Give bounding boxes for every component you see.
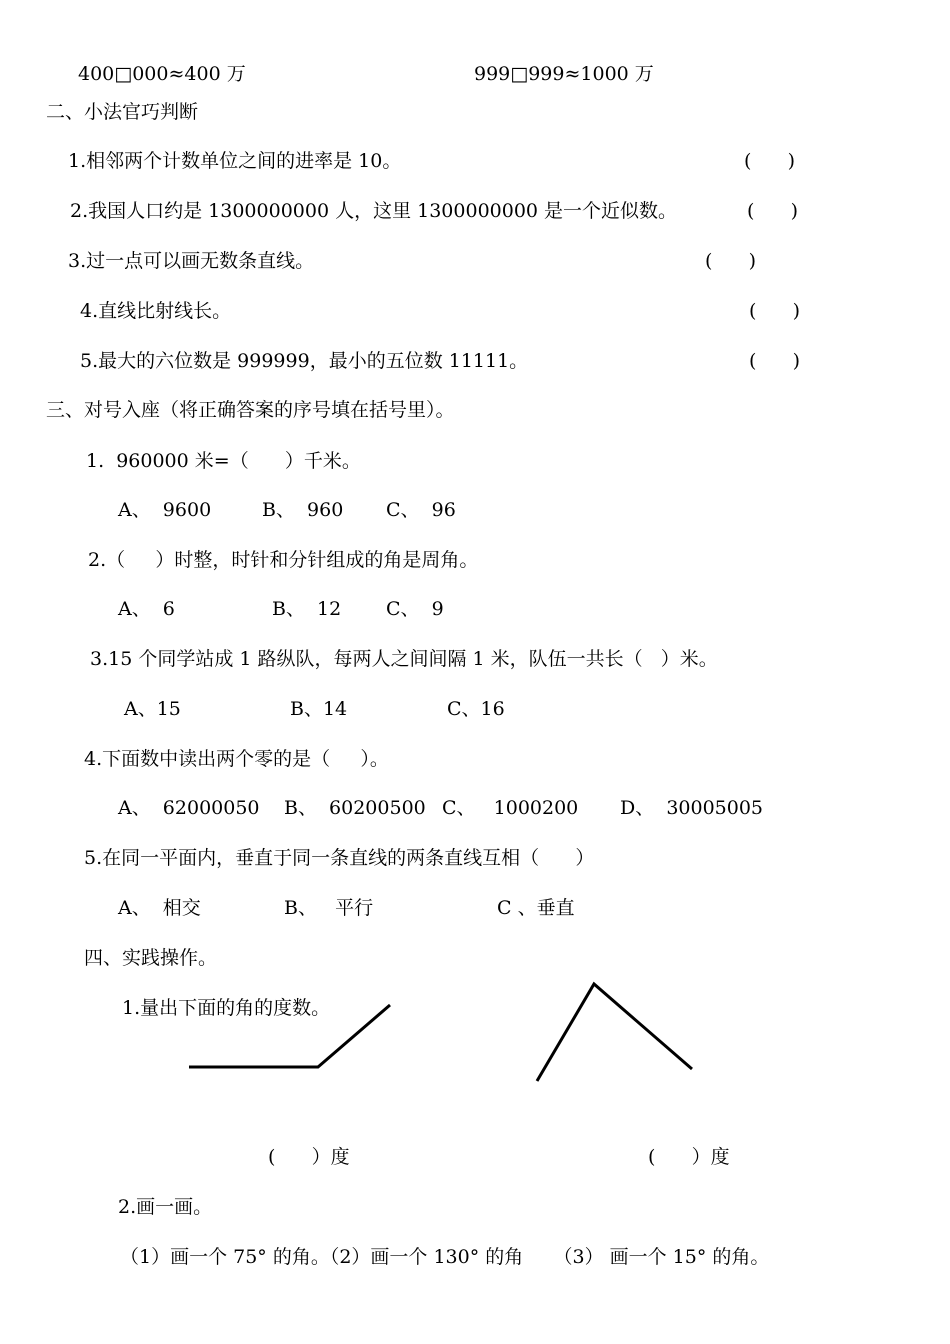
judge-item-3: 3.过一点可以画无数条直线。 [68, 250, 315, 272]
top-line-right: 999□999≈1000 万 [474, 63, 654, 85]
judge-paren-5[interactable]: ( ) [749, 350, 801, 372]
choice-question-5: 5.在同一平面内，垂直于同一条直线的两条直线互相（ ） [84, 847, 595, 869]
judge-paren-2[interactable]: ( ) [747, 200, 799, 222]
judge-paren-1[interactable]: ( ) [744, 150, 796, 172]
choice-5-option-b[interactable]: B、 平行 [284, 897, 374, 919]
judge-item-4: 4.直线比射线长。 [80, 300, 232, 322]
section4-title: 四、实践操作。 [84, 947, 218, 969]
choice-4-option-b[interactable]: B、 60200500 [284, 797, 426, 819]
choice-5-option-c[interactable]: C 、垂直 [497, 897, 575, 919]
angle-answer-right[interactable]: ( ）度 [648, 1146, 730, 1168]
choice-3-option-b[interactable]: B、14 [290, 698, 348, 720]
section3-title: 三、对号入座（将正确答案的序号填在括号里）。 [46, 399, 455, 421]
judge-paren-3[interactable]: ( ) [705, 250, 757, 272]
choice-3-option-c[interactable]: C、16 [447, 698, 505, 720]
choice-4-option-d[interactable]: D、 30005005 [620, 797, 764, 819]
choice-question-2: 2.（ ）时整，时针和分针组成的角是周角。 [88, 549, 479, 571]
judge-paren-4[interactable]: ( ) [749, 300, 801, 322]
choice-question-1: 1. 960000 米=（ ）千米。 [86, 450, 361, 472]
top-line-left: 400□000≈400 万 [78, 63, 246, 85]
choice-2-option-c[interactable]: C、 9 [386, 598, 444, 620]
choice-2-option-b[interactable]: B、 12 [272, 598, 342, 620]
choice-question-4: 4.下面数中读出两个零的是（ ）。 [84, 748, 389, 770]
choice-2-option-a[interactable]: A、 6 [118, 598, 175, 620]
draw-items: （1）画一个 75° 的角。（2）画一个 130° 的角 （3） 画一个 15° 的角。 [120, 1246, 770, 1268]
angle-left [189, 1005, 390, 1067]
measure-question: 1.量出下面的角的度数。 [122, 997, 331, 1019]
choice-1-option-b[interactable]: B、 960 [262, 499, 344, 521]
angle-right [537, 984, 692, 1081]
choice-3-option-a[interactable]: A、15 [124, 698, 181, 720]
choice-question-3: 3.15 个同学站成 1 路纵队，每两人之间间隔 1 米，队伍一共长（ ）米。 [90, 648, 718, 670]
choice-4-option-a[interactable]: A、 62000050 [118, 797, 260, 819]
section2-title: 二、小法官巧判断 [46, 101, 199, 123]
judge-item-5: 5.最大的六位数是 999999，最小的五位数 11111。 [80, 350, 529, 372]
judge-item-1: 1.相邻两个计数单位之间的进率是 10。 [68, 150, 402, 172]
choice-1-option-a[interactable]: A、 9600 [118, 499, 212, 521]
choice-4-option-c[interactable]: C、 1000200 [442, 797, 579, 819]
choice-5-option-a[interactable]: A、 相交 [118, 897, 201, 919]
judge-item-2: 2.我国人口约是 1300000000 人，这里 1300000000 是一个近似数。 [70, 200, 678, 222]
angle-answer-left[interactable]: ( ）度 [268, 1146, 350, 1168]
choice-1-option-c[interactable]: C、 96 [386, 499, 456, 521]
draw-question: 2.画一画。 [118, 1196, 213, 1218]
